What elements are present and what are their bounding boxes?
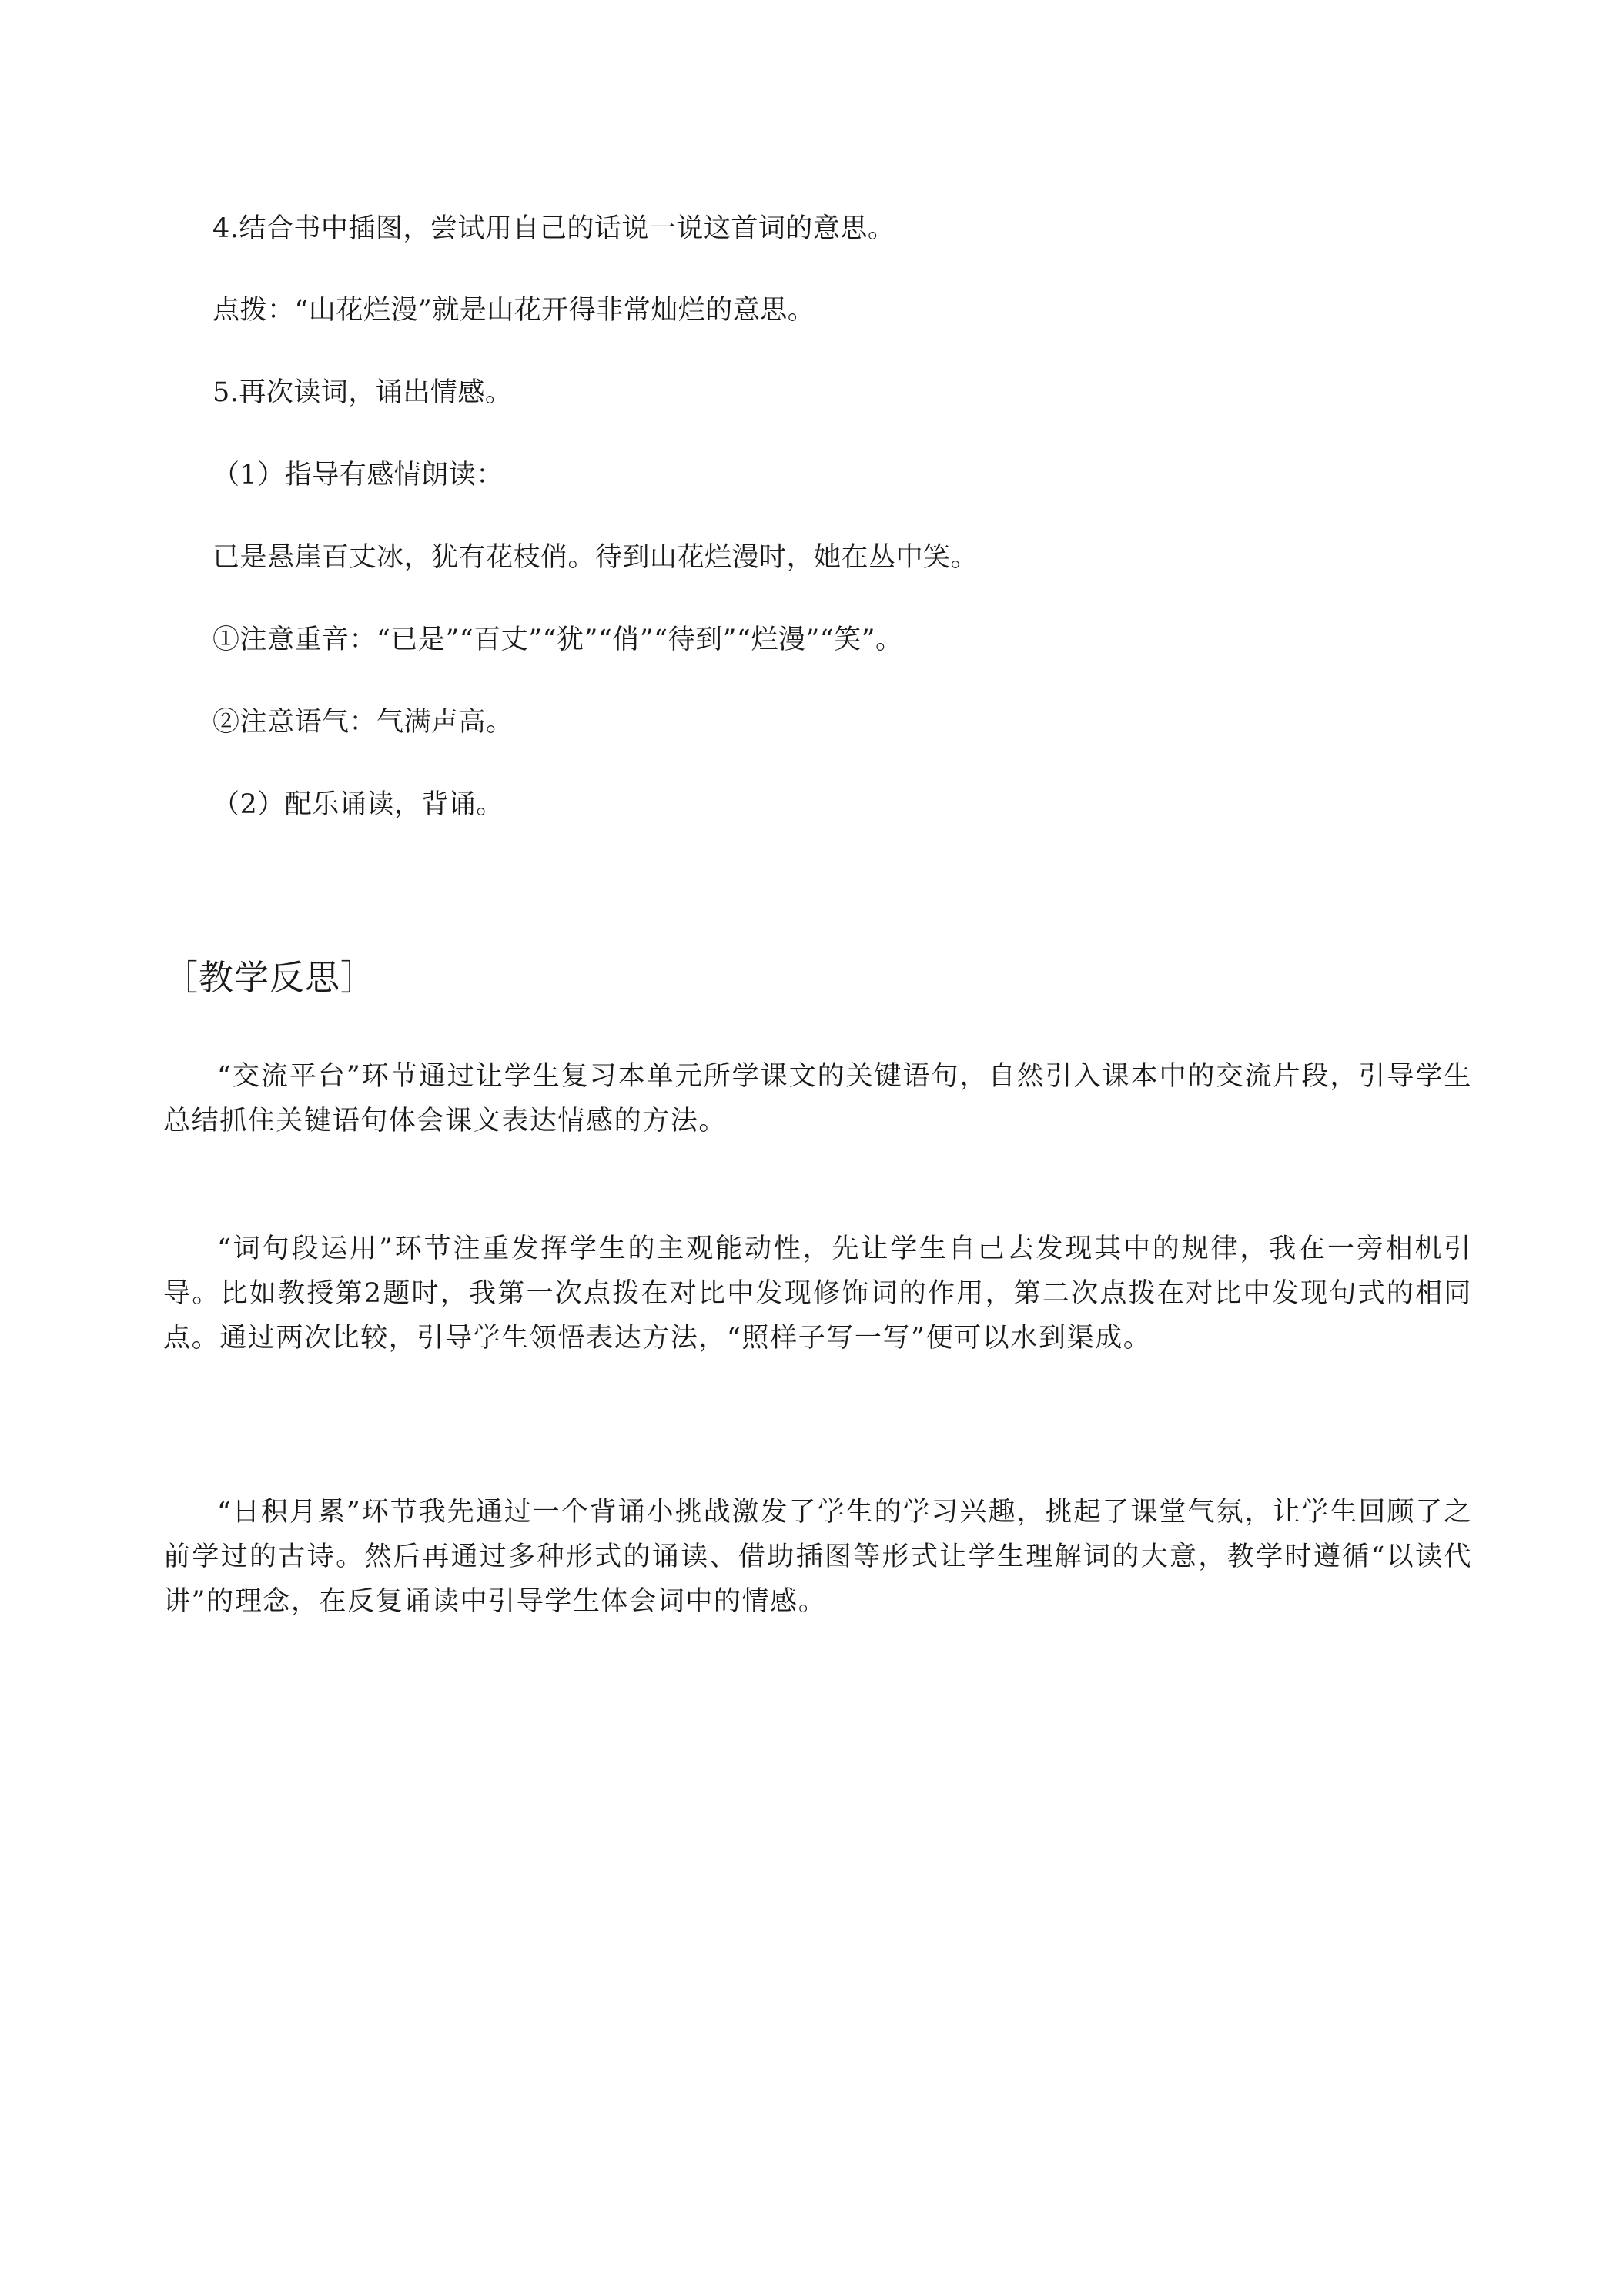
sub-step-2: （2）配乐诵读，背诵。 <box>212 789 504 820</box>
note-tone: ②注意语气：气满声高。 <box>212 707 514 738</box>
reflection-paragraph-1: “交流平台”环节通过让学生复习本单元所学课文的关键语句，自然引入课本中的交流片段，引导学生总结抓住关键语句体会课文表达情感的方法。 <box>163 1061 1472 1136</box>
sub-step-1: （1）指导有感情朗读： <box>212 460 504 490</box>
step-4-hint: 点拨：“山花烂漫”就是山花开得非常灿烂的意思。 <box>212 295 815 326</box>
note-stress: ①注意重音：“已是”“百丈”“犹”“俏”“待到”“烂漫”“笑”。 <box>212 624 903 655</box>
section-heading-reflection: ［教学反思］ <box>163 957 376 998</box>
reflection-paragraph-2: “词句段运用”环节注重发挥学生的主观能动性，先让学生自己去发现其中的规律，我在一旁相机引导。比如教授第2题时，我第一次点拨在对比中发现修饰词的作用，第二次点拨在对比中发现句式的相同点。通过两次比较，引导学生领悟表达方法，“照样子写一写”便可以水到渠成。 <box>163 1233 1472 1354</box>
step-5-text: 5.再次读词，诵出情感。 <box>212 377 513 408</box>
reflection-paragraph-3: “日积月累”环节我先通过一个背诵小挑战激发了学生的学习兴趣，挑起了课堂气氛，让学生回顾了之前学过的古诗。然后再通过多种形式的诵读、借助插图等形式让学生理解词的大意，教学时遵循“以读代讲”的理念，在反复诵读中引导学生体会词中的情感。 <box>163 1497 1472 1617</box>
poem-line: 已是悬崖百丈冰，犹有花枝俏。待到山花烂漫时，她在丛中笑。 <box>212 542 979 573</box>
step-4-text: 4.结合书中插图，尝试用自己的话说一说这首词的意思。 <box>212 213 895 244</box>
